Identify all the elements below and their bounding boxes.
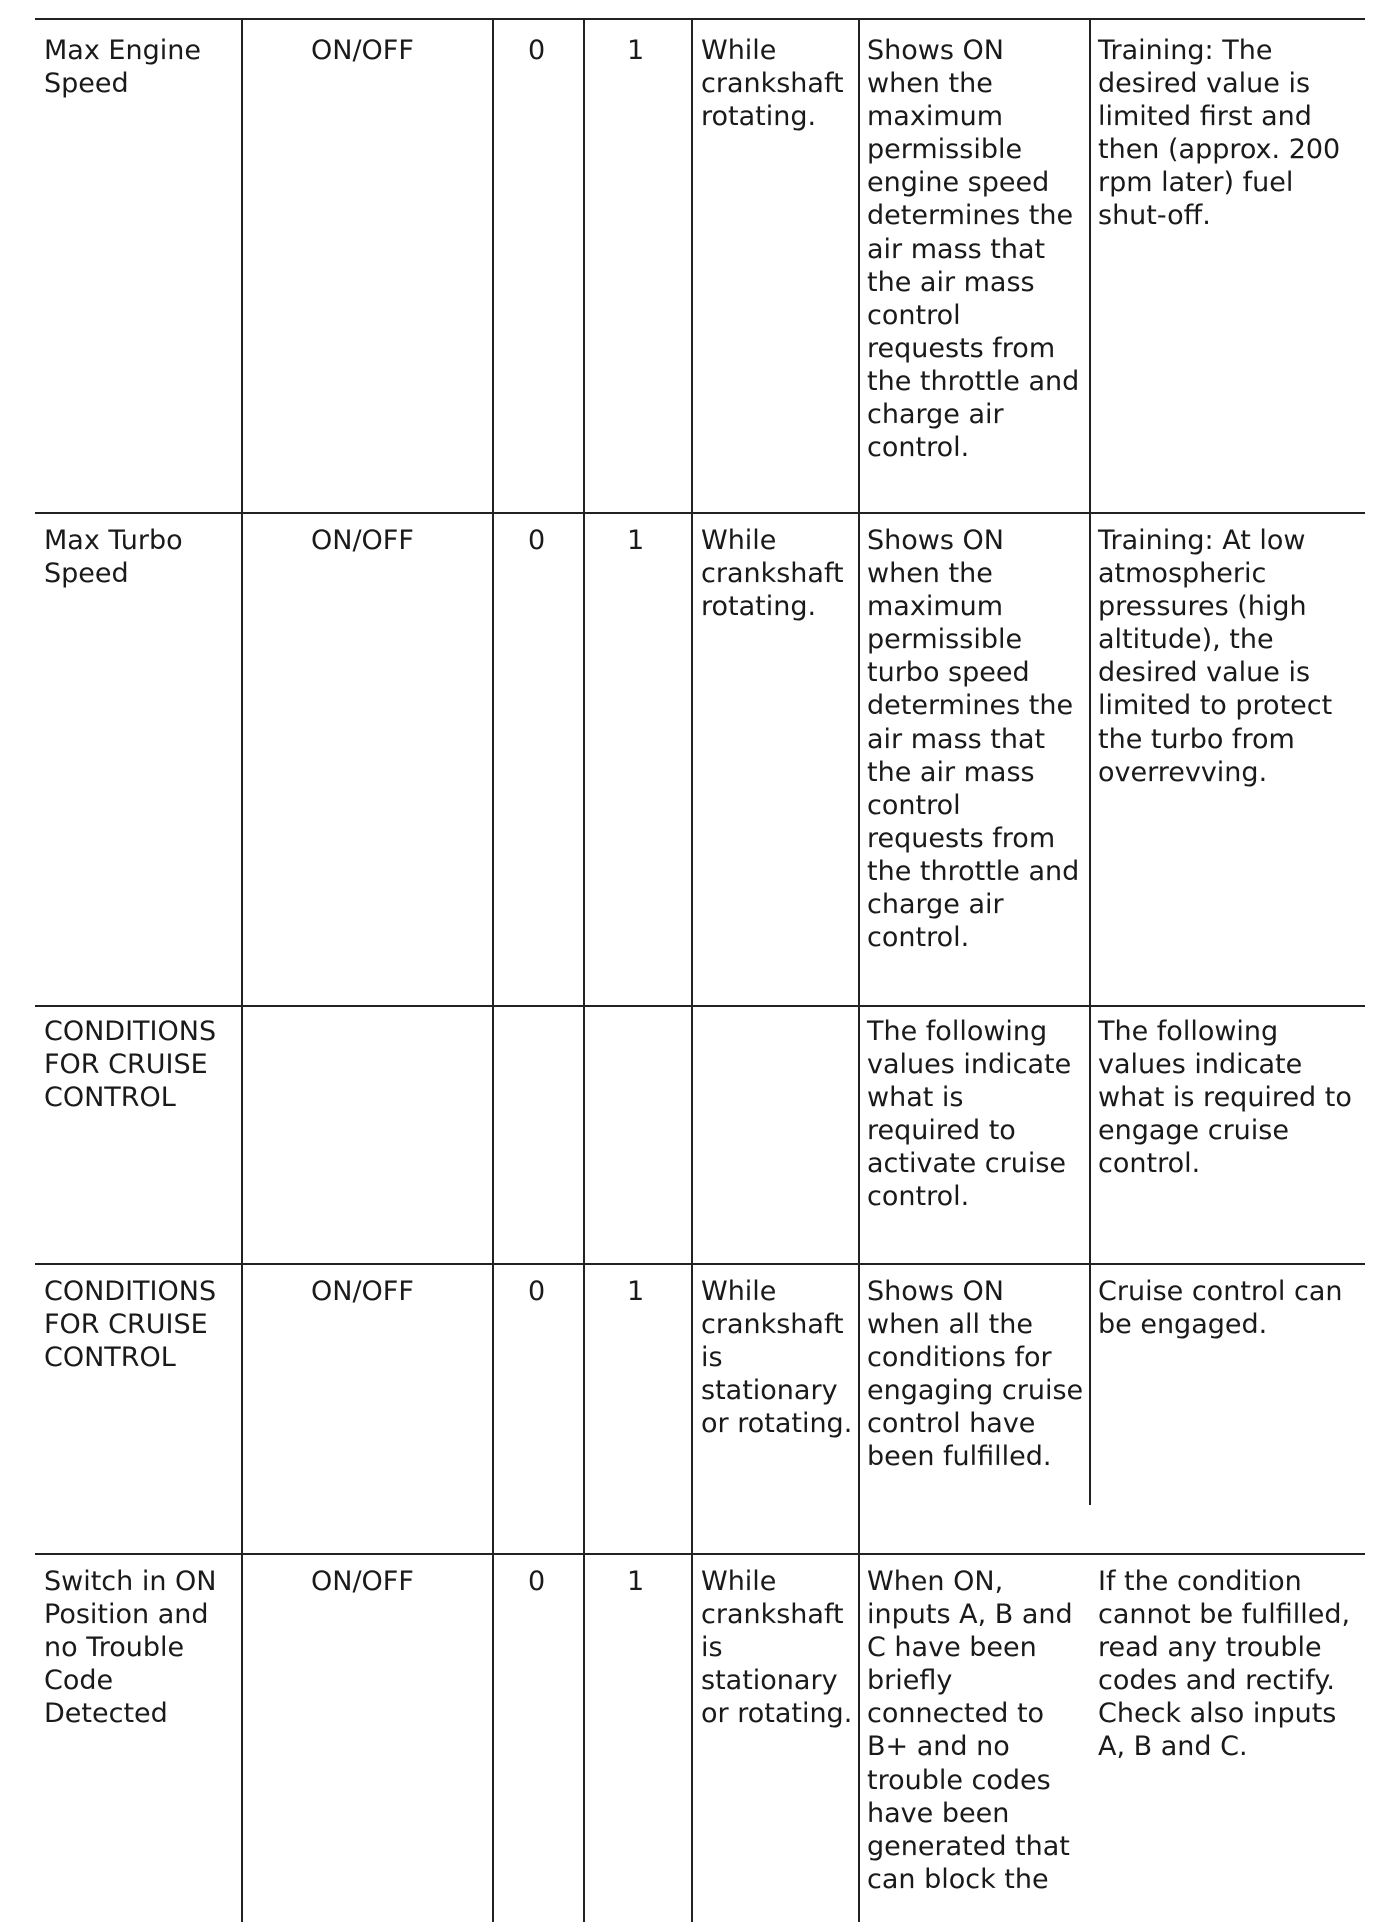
column-divider xyxy=(492,18,494,1922)
notes: The following values indicate what is required to engage cruise control. xyxy=(1098,1016,1352,1180)
row-divider xyxy=(35,512,1365,514)
min-value: 0 xyxy=(528,525,546,556)
section-heading: CONDITIONS FOR CRUISE CONTROL xyxy=(44,1016,217,1114)
parameter-name: Switch in ON Position and no Trouble Code Detected xyxy=(44,1566,217,1730)
row-divider xyxy=(35,1263,1365,1265)
column-divider xyxy=(858,18,860,1922)
notes: Training: The desired value is limited first and then (approx. 200 rpm later) fuel shut-off. xyxy=(1098,35,1341,232)
max-value: 1 xyxy=(627,1276,645,1307)
min-value: 0 xyxy=(528,35,546,66)
max-value: 1 xyxy=(627,1566,645,1597)
notes: Cruise control can be engaged. xyxy=(1098,1276,1343,1341)
description: Shows ON when all the conditions for engaging cruise control have been fulfilled. xyxy=(867,1276,1084,1473)
description: When ON, inputs A, B and C have been briefly connected to B+ and no trouble codes have been generated that can block the xyxy=(867,1566,1073,1895)
min-value: 0 xyxy=(528,1566,546,1597)
column-divider xyxy=(241,18,243,1922)
description: The following values indicate what is required to activate cruise control. xyxy=(867,1016,1072,1213)
value-type: ON/OFF xyxy=(311,35,414,66)
max-value: 1 xyxy=(627,35,645,66)
value-type: ON/OFF xyxy=(311,525,414,556)
parameter-name: CONDITIONS FOR CRUISE CONTROL xyxy=(44,1276,217,1374)
row-divider xyxy=(35,1005,1365,1007)
max-value: 1 xyxy=(627,525,645,556)
column-divider xyxy=(691,18,693,1922)
condition: While crankshaft is stationary or rotating. xyxy=(701,1276,853,1440)
row-divider xyxy=(35,1553,1365,1555)
description: Shows ON when the maximum permissible turbo speed determines the air mass that the air mass control requests from the throttle and charge air control. xyxy=(867,525,1080,954)
row-divider xyxy=(35,18,1365,20)
condition: While crankshaft is stationary or rotating. xyxy=(701,1566,853,1730)
notes: Training: At low atmospheric pressures (high altitude), the desired value is limited to protect the turbo from overrevving. xyxy=(1098,525,1333,788)
value-type: ON/OFF xyxy=(311,1276,414,1307)
min-value: 0 xyxy=(528,1276,546,1307)
parameter-name: Max Turbo Speed xyxy=(44,525,183,590)
parameter-name: Max Engine Speed xyxy=(44,35,201,100)
condition: While crankshaft rotating. xyxy=(701,35,844,133)
condition: While crankshaft rotating. xyxy=(701,525,844,623)
column-divider xyxy=(1089,18,1091,1505)
value-type: ON/OFF xyxy=(311,1566,414,1597)
column-divider xyxy=(583,18,585,1922)
description: Shows ON when the maximum permissible engine speed determines the air mass that the air mass control requests from the throttle and charge air control. xyxy=(867,35,1080,464)
notes: If the condition cannot be fulfilled, read any trouble codes and rectify. Check also inputs A, B and C. xyxy=(1098,1566,1351,1763)
